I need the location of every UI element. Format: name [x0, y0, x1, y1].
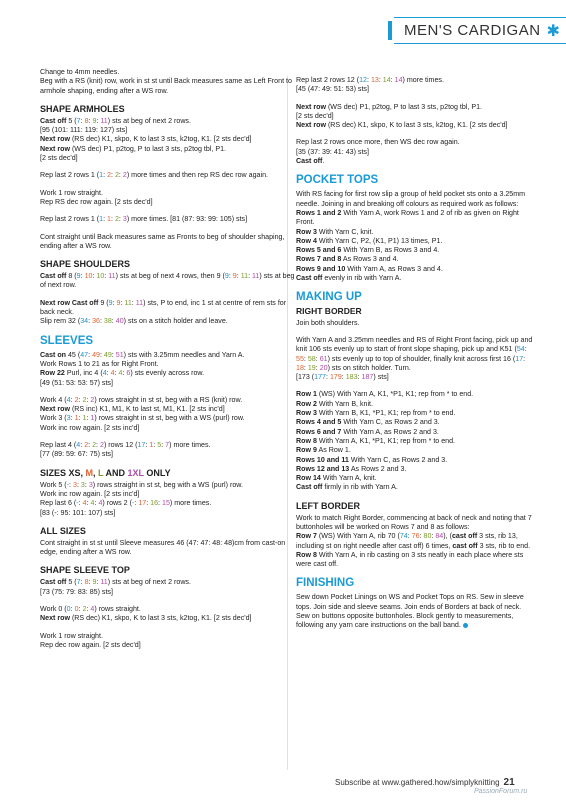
instruction-line: Rep RS dec row again. [2 sts dec'd]	[40, 197, 153, 206]
header-accent-bar	[388, 21, 392, 40]
stitch-count: [83 (-: 95: 101: 107) sts]	[40, 508, 116, 517]
instruction-line: Rows 12 and 13 As Rows 2 and 3.	[296, 464, 407, 473]
instruction-line: Row 2 With Yarn B, knit.	[296, 399, 374, 408]
stitch-count: [95 (101: 111: 119: 127) sts]	[40, 126, 128, 135]
instruction-line: Rows 10 and 11 With Yarn C, as Rows 2 and 3.	[296, 455, 448, 464]
section-heading: SHAPE SLEEVE TOP	[40, 565, 130, 576]
stitch-count: [173 (177: 179: 183: 187) sts]	[296, 373, 389, 382]
stitch-count: [73 (75: 79: 83: 85) sts]	[40, 587, 113, 596]
section-heading: SHAPE SHOULDERS	[40, 259, 131, 270]
instruction-line: Cont straight in st st until Sleeve measures 46 (47: 47: 48: 48)cm from cast-on edge, ending after a WS row.	[40, 538, 286, 557]
instruction-line: Row 4 With Yarn C, P2, (K1, P1) 13 times, P1.	[296, 236, 443, 245]
instruction-line: Next row (WS dec) P1, p2tog, P to last 3 sts, p2tog tbl, P1.	[296, 102, 482, 111]
instruction-line: Row 8 With Yarn A, K1, *P1, K1; rep from * to end.	[296, 436, 456, 445]
instruction-line: [2 sts dec'd]	[40, 154, 78, 163]
instruction-line: Row 7 (WS) With Yarn A, rib 70 (74: 76: 80: 84), (cast off 3 sts, rib 13, including st on right needle after cast off) 6 times, cast off 3 sts, rib to end.	[296, 532, 531, 550]
instruction-line: Cast off 5 (7: 8: 9: 11) sts at beg of next 2 rows.	[40, 116, 191, 125]
section-heading: SLEEVES	[40, 334, 94, 347]
instruction-line: Cont straight until Back measures same as Fronts to beg of shoulder shaping, ending after a WS row.	[40, 232, 285, 250]
instruction-line: Rep last 2 rows 1 (1: 2: 2: 2) more times and then rep RS dec row again.	[40, 171, 268, 180]
instruction-line: Rep last 6 (-: 4: 4: 4) rows 2 (-: 17: 16: 15) more times.	[40, 499, 212, 508]
left-column	[40, 68, 295, 650]
instruction-line: Rep last 2 rows once more, then WS dec row again.	[296, 138, 460, 147]
instruction-line: Join both shoulders.	[296, 318, 360, 327]
instruction-line: Work Rows 1 to 21 as for Right Front.	[40, 359, 159, 368]
instruction-line: Rows 7 and 8 As Rows 3 and 4.	[296, 255, 399, 264]
instruction-line: [2 sts dec'd]	[296, 111, 334, 120]
subscribe-link[interactable]: Subscribe at www.gathered.how/simplyknitting	[335, 778, 500, 787]
watermark: PassionForum.ru	[474, 788, 528, 795]
instruction-line: Work to match Right Border, commencing at back of neck and noting that 7 buttonholes will be worked on Rows 7 and 8 as follows:	[296, 513, 532, 531]
stitch-count: [45 (47: 49: 51: 53) sts]	[296, 85, 369, 94]
instruction-line: Cast on 45 (47: 49: 49: 51) sts with 3.25mm needles and Yarn A.	[40, 350, 245, 359]
instruction-line: Work 4 (4: 2: 2: 2) rows straight in st st, beg with a RS (knit) row.	[40, 395, 243, 404]
instruction-line: Cast off 8 (9: 10: 10: 11) sts at beg of next 4 rows, then 9 (9: 9: 11: 11) sts at beg of next row.	[40, 272, 295, 290]
instruction-line: Next row (RS dec) K1, skpo, K to last 3 sts, k2tog, K1. [2 sts dec'd]	[296, 121, 508, 130]
instruction-line: Next row (RS inc) K1, M1, K to last st, M1, K1. [2 sts inc'd]	[40, 405, 225, 414]
instruction-line: Rows 4 and 5 With Yarn C, as Rows 2 and 3.	[296, 418, 440, 427]
section-heading: POCKET TOPS	[296, 174, 379, 187]
instruction-line: Rows 1 and 2 With Yarn A, work Rows 1 and 2 of rib as given on Right Front.	[296, 208, 519, 227]
page-header	[394, 17, 566, 44]
stitch-count: [77 (89: 59: 67: 75) sts]	[40, 450, 113, 459]
instruction-line: Rep last 4 (4: 2: 2: 2) rows 12 (17: 1: 5: 7) more times.	[40, 441, 211, 450]
page-footer	[335, 777, 515, 788]
instruction-line: Cast off 5 (7: 8: 9: 11) sts at beg of next 2 rows.	[40, 578, 191, 587]
instruction-line: Work inc row again. [2 sts inc'd]	[40, 423, 140, 432]
instruction-line: Work inc row again. [2 sts inc'd]	[40, 489, 140, 498]
section-heading: SHAPE ARMHOLES	[40, 103, 125, 114]
instruction-line: With Yarn A and 3.25mm needles and RS of Right Front facing, pick up and knit 106 sts evenly up to start of front slope shaping, pick up and K51 (54: 55: 58: 61) sts evenly up to top of shoulder, finally knit across first 16 (17: 18: 19: 20) sts on stitch holder. Turn.	[296, 335, 533, 372]
stitch-count: [35 (37: 39: 41: 43) sts]	[296, 147, 369, 156]
end-mark-icon	[463, 623, 468, 628]
instruction-line: Work 1 row straight.	[40, 188, 103, 197]
instruction-line: Rows 9 and 10 With Yarn A, as Rows 3 and 4.	[296, 264, 443, 273]
section-heading: FINISHING	[296, 577, 355, 590]
instruction-line: Rep dec row again. [2 sts dec'd]	[40, 640, 141, 649]
section-heading: LEFT BORDER	[296, 500, 360, 511]
page-title: MEN'S CARDIGAN	[404, 22, 541, 39]
instruction-line: Rep last 2 rows 12 (12: 13: 14: 14) more times.	[296, 76, 444, 84]
instruction-line: Work 3 (3: 1: 1: 1) rows straight in st st, beg with a WS (purl) row.	[40, 414, 245, 423]
instruction-line: Cast off.	[296, 157, 325, 166]
instruction-line: Work 1 row straight.	[40, 631, 103, 640]
intro-text: Change to 4mm needles. Beg with a RS (knit) row, work in st st until Back measures same as Left Front to armhole shaping, ending after a WS row.	[40, 68, 292, 95]
instruction-line: Cast off evenly in rib with Yarn A.	[296, 274, 402, 283]
instruction-line: Next row Cast off 9 (9: 9: 11: 11) sts, P to end, inc 1 st at centre of rem sts for back neck.	[40, 298, 287, 317]
instruction-line: Cast off firmly in rib with Yarn A.	[296, 483, 398, 492]
instruction-line: Rows 5 and 6 With Yarn B, as Rows 3 and 4.	[296, 246, 440, 255]
instruction-line: Row 9 As Row 1.	[296, 446, 351, 455]
instruction-line: Slip rem 32 (34: 36: 38: 40) sts on a stitch holder and leave.	[40, 317, 228, 326]
page-number: 21	[503, 777, 515, 788]
section-heading: SIZES XS, M, L AND 1XL ONLY	[40, 467, 171, 478]
instruction-line: With RS facing for first row slip a group of held pocket sts onto a 3.25mm needle. Joining in and breaking off colours as required work as follows:	[296, 190, 526, 208]
stitch-count: [49 (51: 53: 53: 57) sts]	[40, 378, 113, 387]
right-column	[296, 76, 536, 631]
instruction-line: Row 22 Purl, inc 4 (4: 4: 4: 6) sts evenly across row.	[40, 369, 205, 378]
section-heading: ALL SIZES	[40, 525, 86, 536]
instruction-line: Row 14 With Yarn A, knit.	[296, 474, 377, 483]
instruction-line: Next row (RS dec) K1, skpo, K to last 3 sts, k2tog, K1. [2 sts dec'd]	[40, 614, 252, 623]
instruction-line: Sew down Pocket Linings on WS and Pocket Tops on RS. Sew in sleeve tops. Join side and sleeve seams. Join ends of Borders at back of neck. Sew on buttons opposite buttonholes. Block gently to measurements, following any yarn care instructions on the ball band.	[296, 593, 524, 630]
instruction-line: Row 8 With Yarn A, in rib casting on 3 sts neatly in each place where sts were cast off.	[296, 550, 524, 569]
instruction-line: Next row (WS dec) P1, p2tog, P to last 3 sts, p2tog tbl, P1.	[40, 144, 226, 153]
instruction-line: Row 3 With Yarn C, knit.	[296, 227, 374, 236]
instruction-line: Work 0 (0: 0: 2: 4) rows straight.	[40, 604, 141, 613]
instruction-line: Rows 6 and 7 With Yarn A, as Rows 2 and 3.	[296, 427, 439, 436]
instruction-line: Next row (RS dec) K1, skpo, K to last 3 sts, k2tog, K1. [2 sts dec'd]	[40, 135, 252, 144]
subsection-heading: RIGHT BORDER	[296, 306, 362, 317]
instruction-line: Row 1 (WS) With Yarn A, K1, *P1, K1; rep from * to end.	[296, 390, 474, 399]
instruction-line: Row 3 With Yarn B, K1, *P1, K1; rep from * to end.	[296, 409, 456, 418]
instruction-line: Rep last 2 rows 1 (1: 1: 2: 3) more times. [81 (87: 93: 99: 105) sts]	[40, 215, 248, 224]
star-icon: ✱	[546, 22, 560, 40]
instruction-line: Work 5 (-: 3: 3: 3) rows straight in st st, beg with a WS (purl) row.	[40, 480, 243, 489]
section-heading: MAKING UP	[296, 291, 362, 304]
